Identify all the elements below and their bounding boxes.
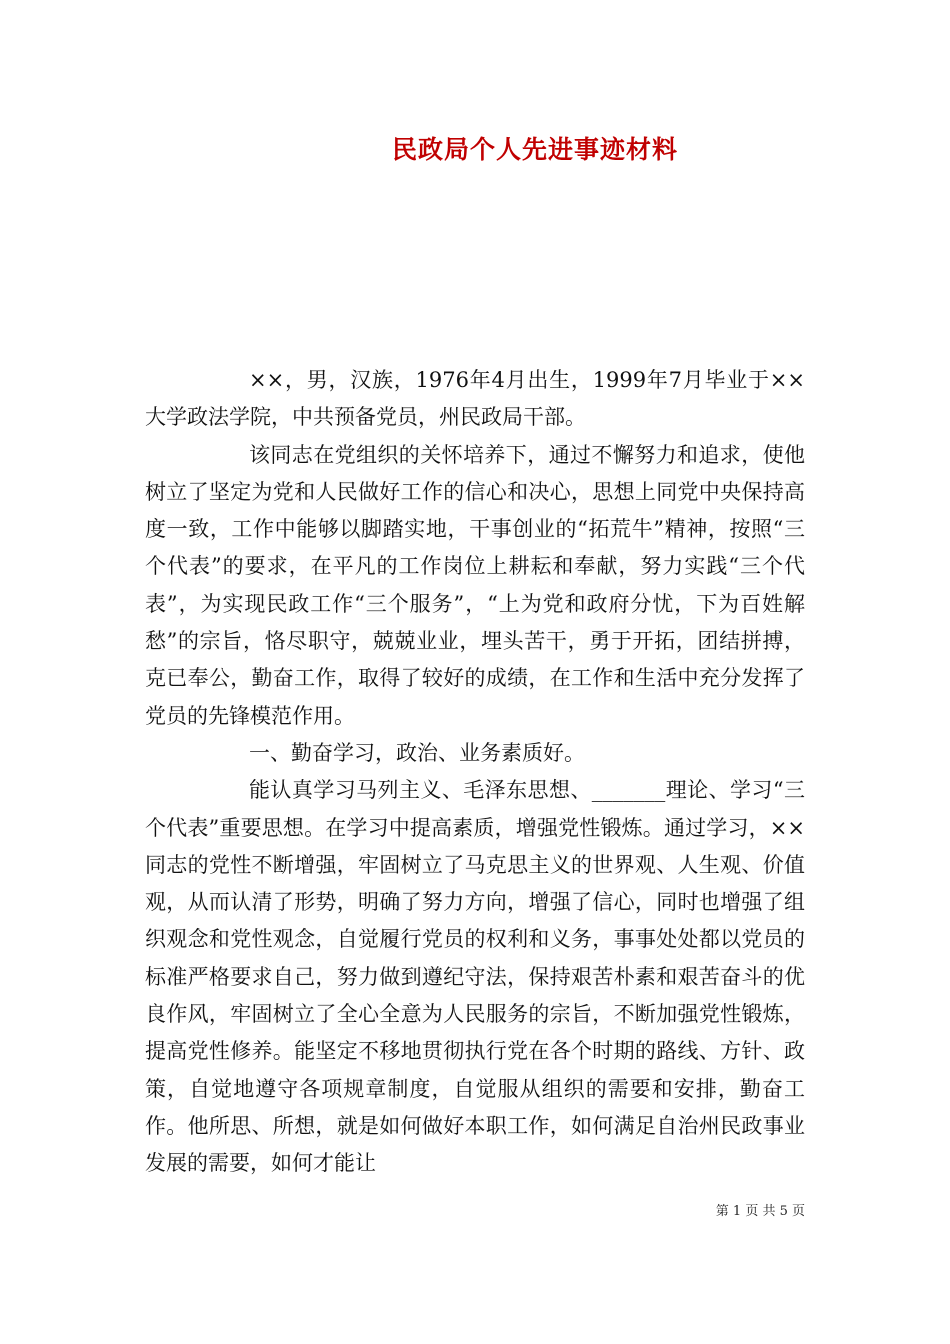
- document-body: [145, 362, 805, 1183]
- paragraph-intro: ××，男，汉族，1976年4月出生，1999年7月毕业于××大学政法学院，中共预备党员，州民政局干部。: [145, 368, 805, 430]
- paragraph-summary: 该同志在党组织的关怀培养下，通过不懈努力和追求，使他树立了坚定为党和人民做好工作的信心和决心，思想上同党中央保持高度一致，工作中能够以脚踏实地，干事创业的“拓荒牛”精神，按照“三个代表”的要求，在平凡的工作岗位上耕耘和奉献，努力实践“三个代表”，为实现民政工作“三个服务”，“上为党和政府分忧，下为百姓解愁”的宗旨，恪尽职守，兢兢业业，埋头苦干，勇于开拓，团结拼搏，克已奉公，勤奋工作，取得了较好的成绩，在工作和生活中充分发挥了党员的先锋模范作用。: [145, 442, 805, 728]
- section-heading-1: 一、勤奋学习，政治、业务素质好。: [249, 740, 585, 765]
- page-number: 第 1 页 共 5 页: [715, 1204, 805, 1219]
- paragraph-study: 能认真学习马列主义、毛泽东思想、_______理论、学习“三个代表”重要思想。在学习中提高素质，增强党性锻炼。通过学习，××同志的党性不断增强，牢固树立了马克思主义的世界观、人生观、价值观，从而认清了形势，明确了努力方向，增强了信心，同时也增强了组织观念和党性观念，自觉履行党员的权利和义务，事事处处都以党员的标准严格要求自己，努力做到遵纪守法，保持艰苦朴素和艰苦奋斗的优良作风，牢固树立了全心全意为人民服务的宗旨，不断加强党性锻炼，提高党性修养。能坚定不移地贯彻执行党在各个时期的路线、方针、政策，自觉地遵守各项规章制度，自觉服从组织的需要和安排，勤奋工作。他所思、所想，就是如何做好本职工作，如何满足自治州民政事业发展的需要，如何才能让: [145, 778, 805, 1176]
- document-title: 民政局个人先进事迹材料: [391, 135, 678, 164]
